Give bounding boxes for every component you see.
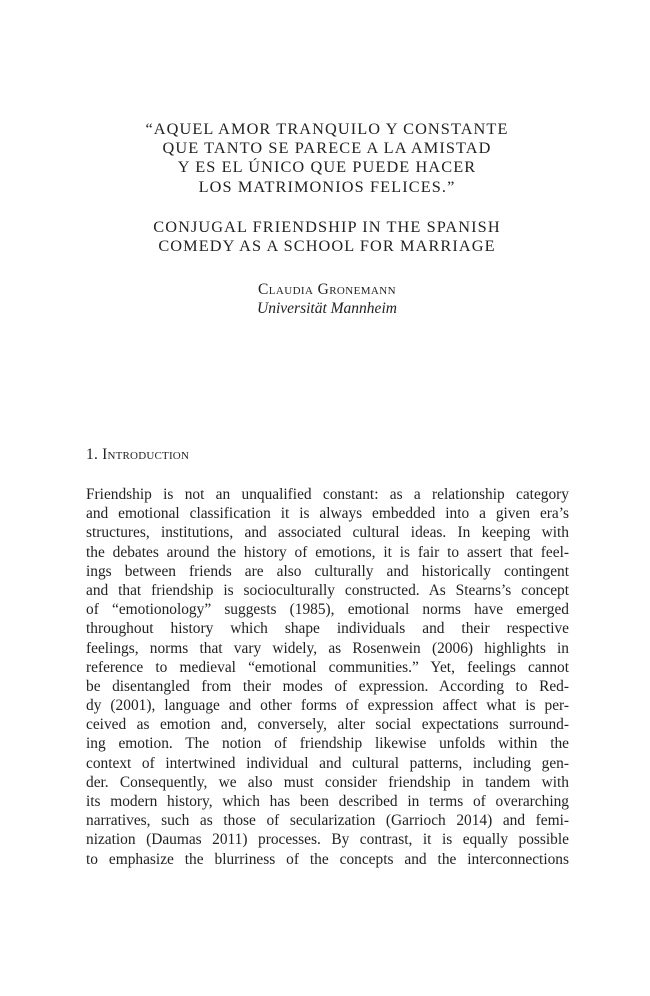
body-line: narratives, such as those of secularization (Garrioch 2014) and femi- [86,812,569,830]
body-line: reference to medieval “emotional communities.” Yet, feelings cannot [86,658,569,676]
body-line: its modern history, which has been described in terms of overarching [86,793,569,810]
body-paragraph [86,485,569,869]
body-line: ceived as emotion and, conversely, alter social expectations surround- [86,716,569,734]
body-line: to emphasize the blurriness of the concepts and the interconnections [86,850,569,868]
subtitle-line: CONJUGAL FRIENDSHIP IN THE SPANISH [153,217,501,236]
body-line: the debates around the history of emotions, it is fair to assert that feel- [86,543,569,561]
body-line: der. Consequently, we also must consider friendship in tandem with [86,773,569,791]
body-line: of “emotionology” suggests (1985), emotional norms have emerged [86,601,569,619]
body-line: and that friendship is socioculturally constructed. As Stearns’s concept [86,581,569,599]
subtitle-line: COMEDY AS A SCHOOL FOR MARRIAGE [158,236,496,256]
author-block [86,280,568,318]
title-line: “AQUEL AMOR TRANQUILO Y CONSTANTE [145,119,509,138]
chapter-title [86,119,568,196]
body-line: throughout history which shape individuals and their respective [86,620,569,638]
body-line: ings between friends are also culturally and historically contingent [86,562,569,580]
body-line: and emotional classification it is always embedded into a given era’s [86,505,569,523]
body-line: be disentangled from their modes of expression. According to Red- [86,677,569,695]
title-line: Y ES EL ÚNICO QUE PUEDE HACER [177,157,477,177]
body-line: Friendship is not an unqualified constant: as a relationship category [86,486,569,503]
author-affiliation: Universität Mannheim [257,300,397,317]
body-line: ing emotion. The notion of friendship likewise unfolds within the [86,735,569,753]
section-heading: 1. Introduction [86,446,190,463]
body-line: feelings, norms that vary widely, as Rosenwein (2006) highlights in [86,639,569,657]
title-line: LOS MATRIMONIOS FELICES.” [198,176,456,196]
chapter-subtitle [86,217,568,255]
body-line: context of intertwined individual and cultural patterns, including gen- [86,754,569,772]
author-name: Claudia Gronemann [258,281,396,298]
body-line: structures, institutions, and associated cultural ideas. In keeping with [86,524,569,542]
body-line: nization (Daumas 2011) processes. By contrast, it is equally possible [86,831,569,849]
body-line: dy (2001), language and other forms of expression affect what is per- [86,697,569,715]
title-line: QUE TANTO SE PARECE A LA AMISTAD [162,138,492,158]
